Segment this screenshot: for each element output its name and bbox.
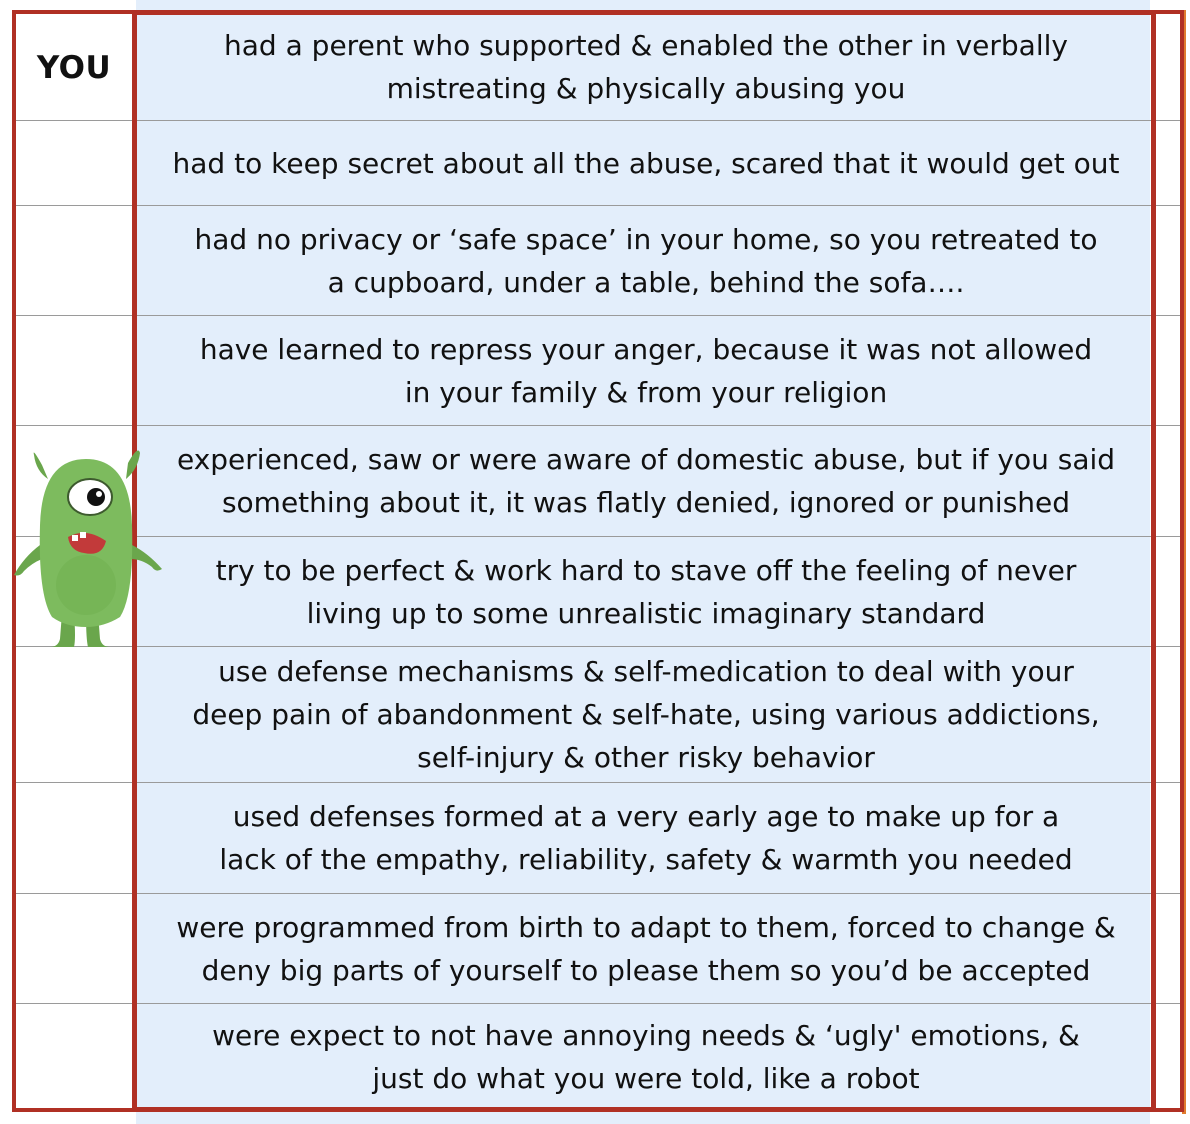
statement-text: experienced, saw or were aware of domestic abuse, but if you said something about it, it was flatly denied, ignored or punished (176, 443, 1116, 519)
statement-text: try to be perfect & work hard to stave off the feeling of never living up to some unrealistic imaginary standard (215, 553, 1077, 630)
statement-text: were programmed from birth to adapt to them, forced to change & deny big parts of yourself to please them so you’d be accepted (176, 910, 1116, 987)
statement-text: use defense mechanisms & self-medication to deal with your deep pain of abandonment & self-hate, using various addictions, self-injury & other risky behavior (192, 655, 1100, 774)
statement-text: have learned to repress your anger, because it was not allowed in your family & from your religion (199, 332, 1093, 409)
statement-text: had to keep secret about all the abuse, scared that it would get out (172, 146, 1120, 180)
statement-text: had a perent who supported & enabled the other in verbally mistreating & physically abusing you (224, 29, 1068, 105)
statement-text: were expect to not have annoying needs & ‘ugly' emotions, & just do what you were told, like a robot (212, 1018, 1080, 1095)
you-column-header: YOU (36, 50, 112, 86)
green-one-eyed-monster-icon (10, 425, 170, 655)
statements-column-frame (132, 10, 1156, 1112)
statement-text: used defenses formed at a very early age to make up for a lack of the empathy, reliability, safety & warmth you needed (219, 800, 1073, 876)
statement-text: had no privacy or ‘safe space’ in your home, so you retreated to a cupboard, under a table, behind the sofa…. (194, 222, 1098, 299)
